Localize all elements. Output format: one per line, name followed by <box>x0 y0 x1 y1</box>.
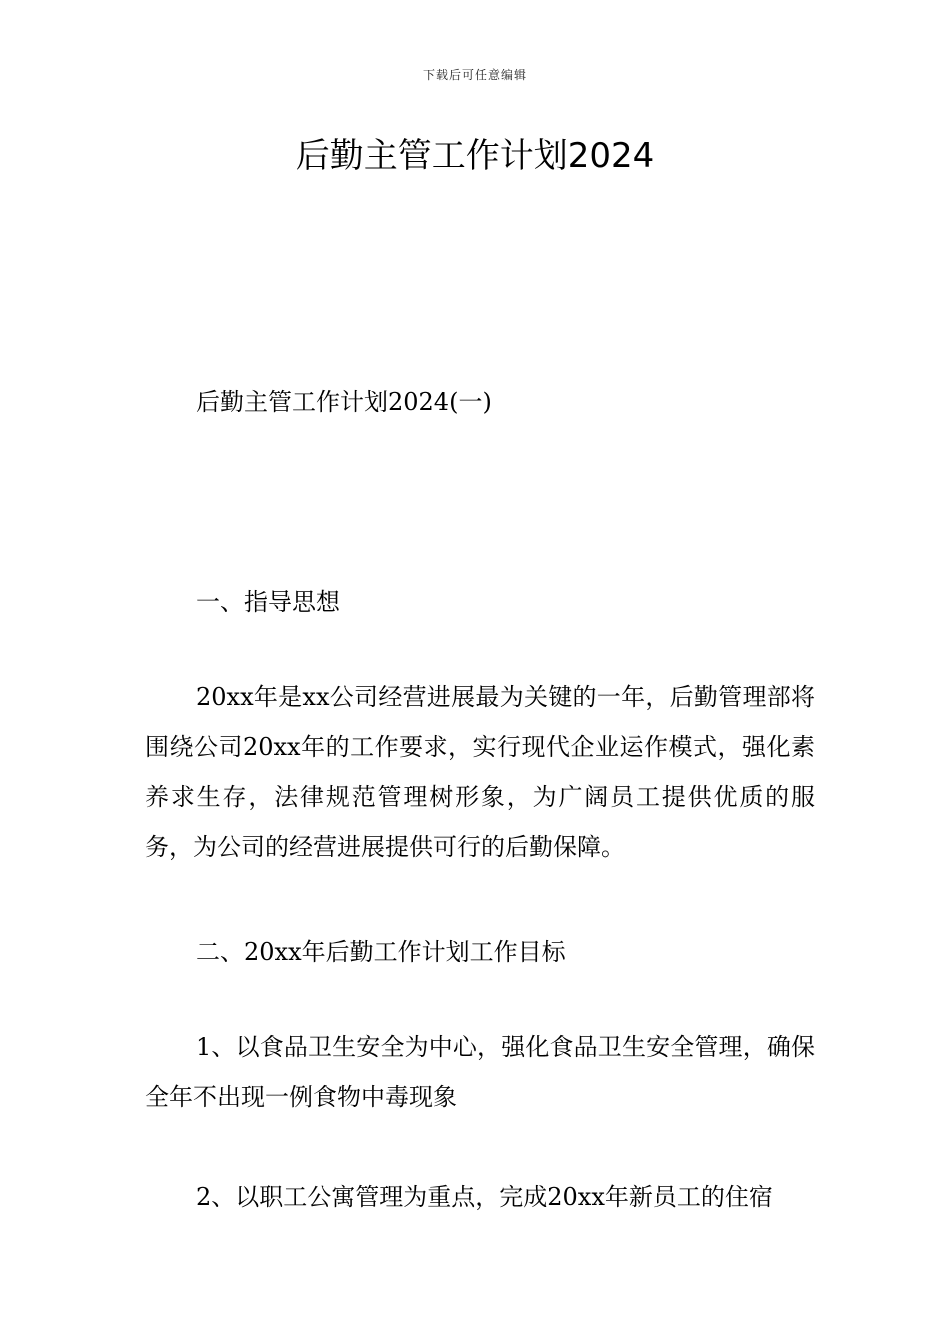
section-heading-guiding-thought: 一、指导思想 <box>196 588 340 616</box>
paragraph-guiding-thought: 20xx年是xx公司经营进展最为关键的一年，后勤管理部将围绕公司20xx年的工作要求，实行现代企业运作模式，强化素养求生存，法律规范管理树形象，为广阔员工提供优质的服务，为公司的经营进展提供可行的后勤保障。 <box>145 683 815 861</box>
header-note: 下载后可任意编辑 <box>422 68 527 82</box>
list-item-food-safety: 1、以食品卫生安全为中心，强化食品卫生安全管理，确保全年不出现一例食物中毒现象 <box>145 1033 815 1111</box>
section-heading-work-goals: 二、20xx年后勤工作计划工作目标 <box>196 938 566 966</box>
list-item-staff-apartment: 2、以职工公寓管理为重点，完成20xx年新员工的住宿 <box>196 1183 773 1211</box>
document-subtitle: 后勤主管工作计划2024(一) <box>196 388 492 416</box>
document-title: 后勤主管工作计划2024 <box>295 136 655 176</box>
